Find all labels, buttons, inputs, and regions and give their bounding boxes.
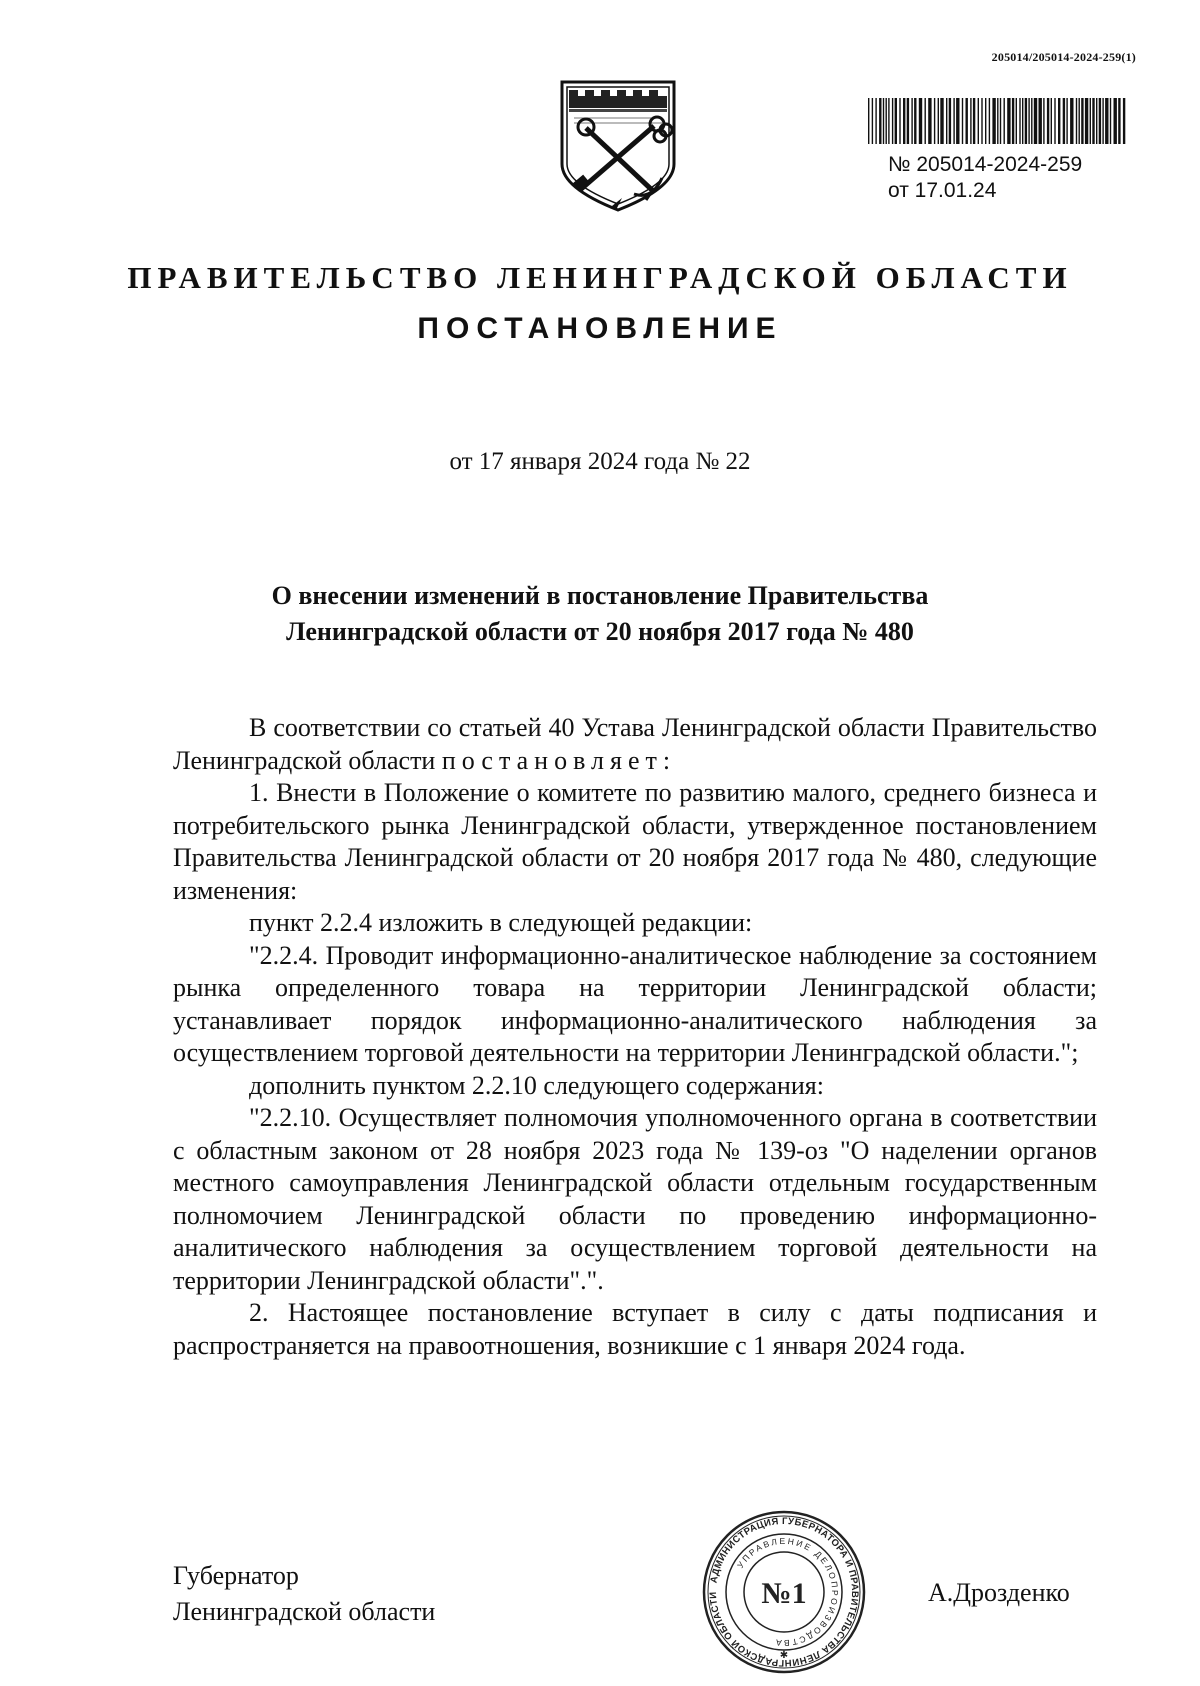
document-subject xyxy=(200,578,1000,650)
barcode-bar xyxy=(1085,98,1088,144)
barcode-bar xyxy=(886,98,887,144)
registration-date: от 17.01.24 xyxy=(888,179,997,202)
item-2: 2. Настоящее постановление вступает в силу с даты подписания и распространяется на правоотношения, возникшие с 1 января 2024 года. xyxy=(173,1298,1097,1360)
document-body xyxy=(173,712,1097,1362)
barcode-bar xyxy=(914,98,916,144)
barcode-bar xyxy=(1025,98,1027,144)
barcode-bar xyxy=(903,98,905,144)
barcode-bar xyxy=(1105,98,1108,144)
barcode-bar xyxy=(956,98,959,144)
preamble-text: В соответствии со статьей 40 Устава Ленинградской области Правительство Ленинградской области xyxy=(173,713,1097,775)
barcode-bar xyxy=(989,98,990,144)
barcode-bar xyxy=(1066,98,1067,144)
registration-reference: 205014/205014-2024-259(1) xyxy=(991,50,1136,64)
barcode-bar xyxy=(985,98,986,144)
barcode-bar xyxy=(1102,98,1103,144)
leningrad-oblast-coat-of-arms-icon xyxy=(556,78,680,214)
barcode-bar xyxy=(888,98,889,144)
barcode-bar xyxy=(978,98,979,144)
barcode-bar xyxy=(1096,98,1097,144)
barcode-bar xyxy=(981,98,982,144)
subject-line-2: Ленинградской области от 20 ноября 2017 года № 480 xyxy=(286,617,914,646)
barcode-bar xyxy=(940,98,943,144)
preamble xyxy=(173,712,1097,777)
barcode-bar xyxy=(1047,98,1049,144)
barcode-bar xyxy=(1051,98,1052,144)
barcode-bar xyxy=(953,98,954,144)
barcode-bar xyxy=(934,98,935,144)
barcode-bar xyxy=(1110,98,1111,144)
item-1-sub-2-intro: дополнить пунктом 2.2.10 следующего содержания: xyxy=(249,1070,824,1100)
barcode-bar xyxy=(1019,98,1020,144)
barcode-bar xyxy=(1028,98,1029,144)
official-seal xyxy=(700,1508,868,1676)
barcode-bar xyxy=(1004,98,1005,144)
barcode-bar xyxy=(928,98,931,144)
barcode-bar xyxy=(997,98,998,144)
signer-title-line-1: Губернатор xyxy=(173,1561,299,1590)
barcode-bar xyxy=(962,98,963,144)
barcode-bar xyxy=(1079,98,1080,144)
barcode-bar xyxy=(966,98,968,144)
barcode-bar xyxy=(946,98,947,144)
seal-number: №1 xyxy=(761,1577,807,1610)
barcode-bar xyxy=(911,98,912,144)
barcode-icon xyxy=(868,98,1128,144)
barcode-bar xyxy=(879,98,881,144)
barcode-bar xyxy=(949,98,951,144)
barcode-bar xyxy=(895,98,897,144)
barcode-bar xyxy=(883,98,884,144)
barcode-bar xyxy=(992,98,995,144)
barcode-bar xyxy=(1031,98,1032,144)
barcode-bar xyxy=(1099,98,1101,144)
subject-line-1: О внесении изменений в постановление Правительства xyxy=(271,581,929,610)
barcode-bar xyxy=(907,98,909,144)
barcode-bar xyxy=(1070,98,1073,144)
barcode-bar xyxy=(938,98,939,144)
seal-inner-text: УПРАВЛЕНИЕ ДЕЛОПРОИЗВОДСТВА xyxy=(735,1535,841,1649)
item-1: 1. Внести в Положение о комитете по развитию малого, среднего бизнеса и потребительского рынка Ленинградской области, утвержденное постановлением Правительства Ленинградской области от 20 ноября 2017 года № 480, следующие изменения: xyxy=(173,778,1097,905)
barcode-bar xyxy=(1007,98,1010,144)
barcode-bar xyxy=(1063,98,1065,144)
signer-name: А.Дрозденко xyxy=(928,1578,1070,1607)
item-1-sub-2-text: "2.2.10. Осуществляет полномочия уполномоченного органа в соответствии с областным законом от 28 ноября 2023 года № 139-оз "О наделении органов местного самоуправления Ленинградской области отдельным государственным полномочием Ленинградской области по проведению информационно-аналитического наблюдения за осуществлением торговой деятельности на территории Ленинградской области".". xyxy=(173,1103,1097,1295)
authority-title: ПРАВИТЕЛЬСТВО ЛЕНИНГРАДСКОЙ ОБЛАСТИ xyxy=(127,260,1073,295)
registration-number: № 205014-2024-259 xyxy=(888,153,1083,176)
barcode-bar xyxy=(919,98,922,144)
barcode-bar xyxy=(892,98,893,144)
document-type: ПОСТАНОВЛЕНИЕ xyxy=(417,312,783,345)
seal-star-icon: ✱ xyxy=(779,1650,789,1661)
document-date-number: от 17 января 2024 года № 22 xyxy=(449,448,751,475)
seal-ring-text: АДМИНИСТРАЦИЯ ГУБЕРНАТОРА И ПРАВИТЕЛЬСТВА ЛЕНИНГРАДСКОЙ ОБЛАСТИ xyxy=(707,1515,861,1669)
barcode-bar xyxy=(1022,98,1023,144)
barcode-bar xyxy=(1054,98,1055,144)
barcode-bar xyxy=(868,98,869,144)
barcode-bar xyxy=(1090,98,1091,144)
preamble-decree: постановляет: xyxy=(441,745,677,775)
barcode-bar xyxy=(1043,98,1044,144)
barcode-bar xyxy=(1081,98,1083,144)
barcode-bar xyxy=(1058,98,1060,144)
signer-title-line-2: Ленинградской области xyxy=(173,1597,436,1626)
barcode-bar xyxy=(1076,98,1077,144)
barcode-bar xyxy=(1012,98,1014,144)
barcode-bar xyxy=(875,98,876,144)
barcode-bar xyxy=(1016,98,1017,144)
barcode-bar xyxy=(1114,98,1117,144)
barcode-bar xyxy=(1034,98,1037,144)
barcode-bar xyxy=(872,98,873,144)
barcode-bar xyxy=(925,98,926,144)
barcode-bar xyxy=(1118,98,1120,144)
signer-title xyxy=(173,1558,435,1630)
barcode-bar xyxy=(1123,98,1125,144)
barcode-bar xyxy=(899,98,900,144)
item-1-sub-1-text: "2.2.4. Проводит информационно-аналитическое наблюдение за состоянием рынка определенного товара на территории Ленинградской области; устанавливает порядок информационно-аналитического наблюдения за осуществлением торговой деятельности на территории Ленинградской области."; xyxy=(173,940,1097,1067)
barcode-bar xyxy=(1000,98,1001,144)
barcode-bar xyxy=(970,98,971,144)
barcode-bar xyxy=(1039,98,1042,144)
barcode-bar xyxy=(1092,98,1094,144)
item-1-sub-1-intro: пункт 2.2.4 изложить в следующей редакции: xyxy=(249,908,753,937)
barcode-bar xyxy=(973,98,975,144)
